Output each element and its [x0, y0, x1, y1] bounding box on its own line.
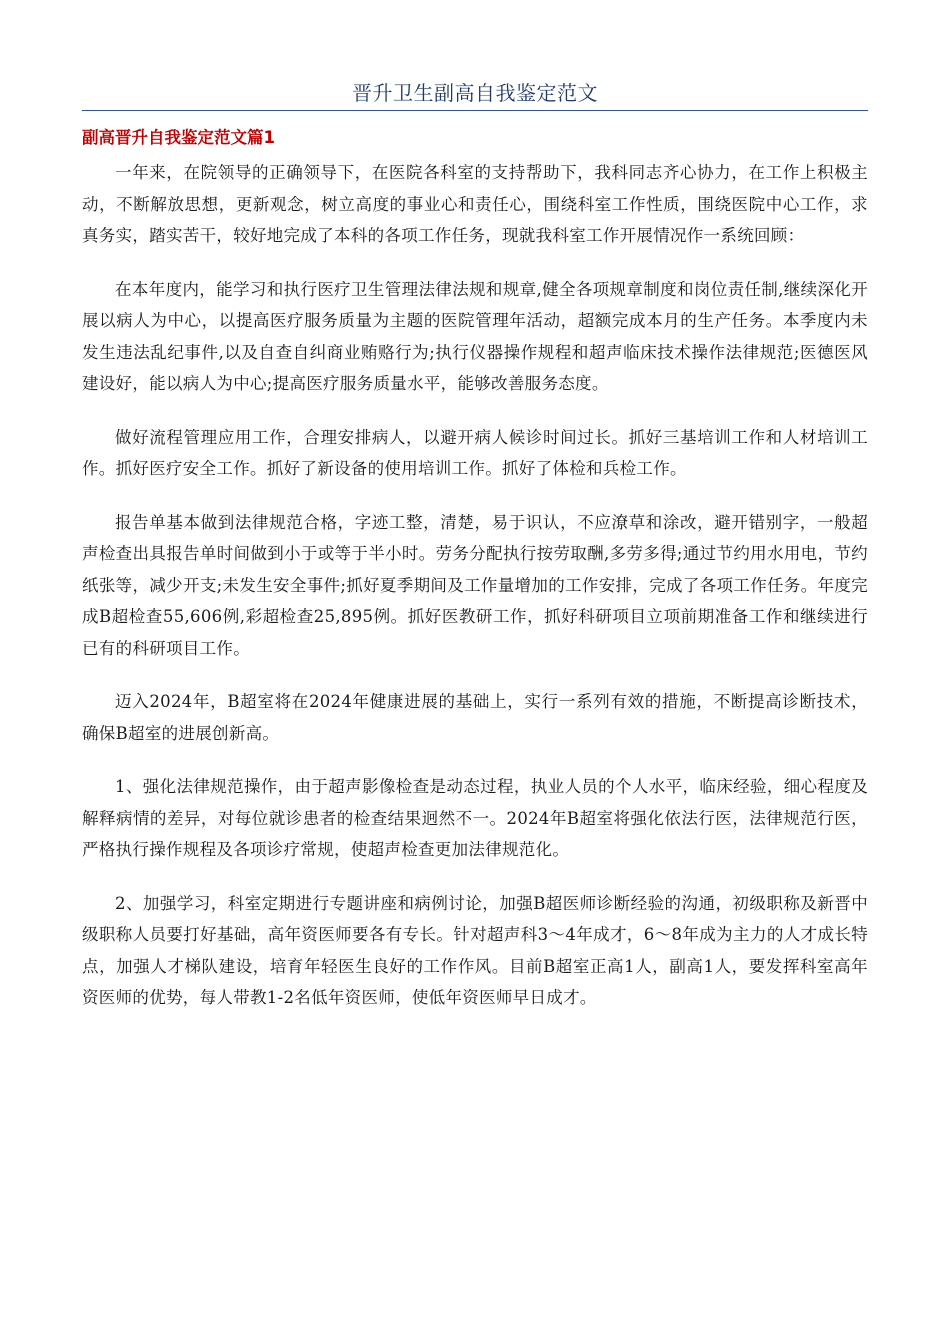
paragraph-intro: 一年来，在院领导的正确领导下，在医院各科室的支持帮助下，我科同志齐心协力，在工作上积极主动，不断解放思想，更新观念，树立高度的事业心和责任心，围绕科室工作性质，围绕医院中心工作，求真务实，踏实苦干，较好地完成了本科的各项工作任务，现就我科室工作开展情况作一系统回顾：	[82, 163, 868, 245]
section-heading: 副高晋升自我鉴定范文篇1	[82, 128, 275, 147]
paragraph-item-1: 1、强化法律规范操作，由于超声影像检查是动态过程，执业人员的个人水平，临床经验，细心程度及解释病情的差异，对每位就诊患者的检查结果迥然不一。2024年B超室将强化依法行医，法律规范行医，严格执行操作规程及各项诊疗常规，使超声检查更加法律规范化。	[82, 777, 868, 859]
paragraph-next-year: 迈入2024年，B超室将在2024年健康进展的基础上，实行一系列有效的措施，不断提高诊断技术，确保B超室的进展创新高。	[82, 692, 868, 743]
document-header	[82, 78, 868, 111]
paragraph-reports: 报告单基本做到法律规范合格，字迹工整，清楚，易于识认，不应潦草和涂改，避开错别字，一般超声检查出具报告单时间做到小于或等于半小时。劳务分配执行按劳取酬,多劳多得;通过节约用水用电，节约纸张等，减少开支;未发生安全事件;抓好夏季期间及工作量增加的工作安排，完成了各项工作任务。年度完成B超检查55,606例,彩超检查25,895例。抓好医教研工作，抓好科研项目立项前期准备工作和继续进行已有的科研项目工作。	[82, 512, 868, 658]
paragraph-item-2: 2、加强学习，科室定期进行专题讲座和病例讨论，加强B超医师诊断经验的沟通，初级职称及新晋中级职称人员要打好基础，高年资医师要各有专长。针对超声科3～4年成才，6～8年成为主力的人才成长特点，加强人才梯队建设，培育年轻医生良好的工作作风。目前B超室正高1人，副高1人，要发挥科室高年资医师的优势，每人带教1-2名低年资医师，使低年资医师早日成才。	[82, 893, 868, 1007]
document-body	[82, 157, 868, 1036]
document-title: 晋升卫生副高自我鉴定范文	[352, 81, 598, 105]
paragraph-regulations: 在本年度内，能学习和执行医疗卫生管理法律法规和规章,健全各项规章制度和岗位责任制,继续深化开展以病人为中心，以提高医疗服务质量为主题的医院管理年活动，超额完成本月的生产任务。本季度内未发生违法乱纪事件,以及自查自纠商业贿赂行为;执行仪器操作规程和超声临床技术操作法律规范;医德医风建设好，能以病人为中心;提高医疗服务质量水平，能够改善服务态度。	[82, 279, 868, 393]
paragraph-process-management: 做好流程管理应用工作，合理安排病人，以避开病人候诊时间过长。抓好三基培训工作和人材培训工作。抓好医疗安全工作。抓好了新设备的使用培训工作。抓好了体检和兵检工作。	[82, 427, 868, 478]
